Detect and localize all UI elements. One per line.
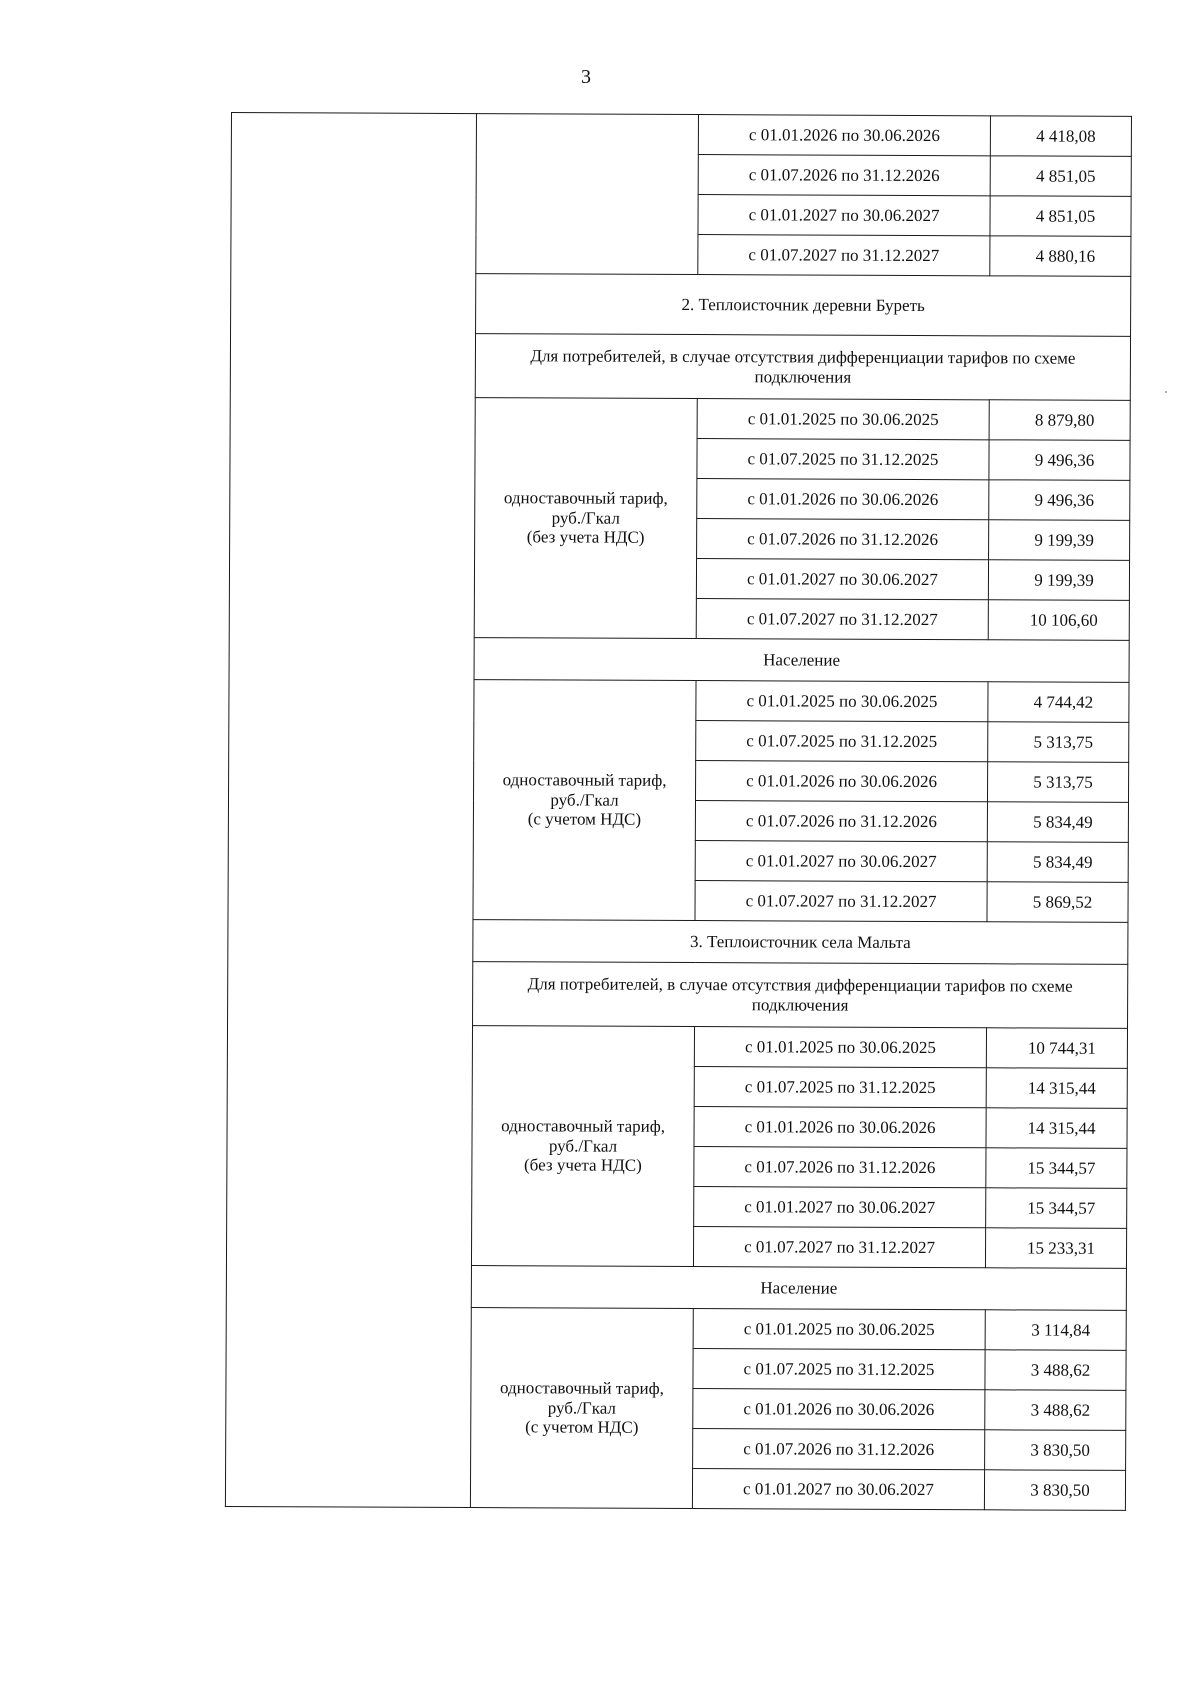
period-cell: с 01.07.2025 по 31.12.2025 bbox=[693, 1349, 985, 1390]
tariff-label: одноставочный тариф, руб./Гкал (с учетом НДС) bbox=[470, 1308, 693, 1509]
period-cell: с 01.01.2025 по 30.06.2025 bbox=[697, 399, 989, 440]
scan-speck bbox=[1165, 391, 1167, 393]
consumers-heading: Для потребителей, в случае отсутствия дифференциации тарифов по схеме подключения bbox=[475, 334, 1130, 401]
value-cell: 4 851,05 bbox=[990, 156, 1131, 197]
period-cell: с 01.07.2026 по 31.12.2026 bbox=[698, 155, 990, 196]
value-cell: 3 114,84 bbox=[985, 1310, 1126, 1351]
value-cell: 4 880,16 bbox=[990, 236, 1131, 277]
page-number: 3 bbox=[581, 66, 591, 88]
value-cell: 5 834,49 bbox=[987, 802, 1128, 843]
value-cell: 4 744,42 bbox=[988, 682, 1129, 723]
period-cell: с 01.07.2026 по 31.12.2026 bbox=[695, 801, 987, 842]
tariff-label: одноставочный тариф, руб./Гкал (с учетом НДС) bbox=[473, 680, 696, 921]
period-cell: с 01.07.2025 по 31.12.2025 bbox=[697, 439, 989, 480]
period-cell: с 01.01.2026 по 30.06.2026 bbox=[698, 115, 990, 156]
period-cell: с 01.01.2026 по 30.06.2026 bbox=[693, 1389, 985, 1430]
table-row bbox=[231, 113, 1131, 157]
tariff-label: одноставочный тариф, руб./Гкал (без учета НДС) bbox=[474, 398, 697, 639]
period-cell: с 01.01.2027 по 30.06.2027 bbox=[692, 1469, 984, 1510]
period-cell: с 01.07.2026 по 31.12.2026 bbox=[693, 1429, 985, 1470]
value-cell: 3 488,62 bbox=[985, 1350, 1126, 1391]
value-cell: 3 830,50 bbox=[984, 1470, 1125, 1511]
period-cell: с 01.01.2025 по 30.06.2025 bbox=[693, 1309, 985, 1350]
period-cell: с 01.07.2027 по 31.12.2027 bbox=[696, 599, 988, 640]
left-column-cell bbox=[225, 113, 476, 1508]
period-cell: с 01.01.2026 по 30.06.2026 bbox=[697, 479, 989, 520]
value-cell: 5 313,75 bbox=[987, 762, 1128, 803]
value-cell: 9 199,39 bbox=[989, 520, 1130, 561]
value-cell: 14 315,44 bbox=[986, 1068, 1127, 1109]
consumers-heading: Для потребителей, в случае отсутствия дифференциации тарифов по схеме подключения bbox=[473, 962, 1128, 1029]
value-cell: 9 199,39 bbox=[988, 560, 1129, 601]
value-cell: 15 344,57 bbox=[986, 1148, 1127, 1189]
value-cell: 10 744,31 bbox=[986, 1028, 1127, 1069]
value-cell: 3 488,62 bbox=[985, 1390, 1126, 1431]
value-cell: 4 418,08 bbox=[990, 116, 1131, 157]
value-cell: 10 106,60 bbox=[988, 600, 1129, 641]
period-cell: с 01.07.2025 по 31.12.2025 bbox=[696, 721, 988, 762]
period-cell: с 01.01.2027 по 30.06.2027 bbox=[696, 559, 988, 600]
value-cell: 9 496,36 bbox=[989, 480, 1130, 521]
value-cell: 5 313,75 bbox=[988, 722, 1129, 763]
tariff-table bbox=[225, 112, 1132, 1511]
period-cell: с 01.01.2027 по 30.06.2027 bbox=[694, 1187, 986, 1228]
period-cell: с 01.07.2027 по 31.12.2027 bbox=[695, 881, 987, 922]
value-cell: 5 869,52 bbox=[987, 882, 1128, 923]
tariff-label-cell bbox=[476, 114, 699, 275]
value-cell: 15 233,31 bbox=[985, 1228, 1126, 1269]
period-cell: с 01.01.2025 по 30.06.2025 bbox=[694, 1027, 986, 1068]
value-cell: 8 879,80 bbox=[989, 400, 1130, 441]
population-heading: Население bbox=[474, 638, 1129, 683]
period-cell: с 01.07.2026 по 31.12.2026 bbox=[694, 1147, 986, 1188]
period-cell: с 01.07.2026 по 31.12.2026 bbox=[697, 519, 989, 560]
period-cell: с 01.01.2026 по 30.06.2026 bbox=[696, 761, 988, 802]
section-title: 2. Теплоисточник деревни Буреть bbox=[476, 274, 1131, 337]
tariff-label: одноставочный тариф, руб./Гкал (без учета НДС) bbox=[471, 1026, 694, 1267]
period-cell: с 01.07.2027 по 31.12.2027 bbox=[698, 235, 990, 276]
section-title: 3. Теплоисточник села Мальта bbox=[473, 920, 1128, 965]
population-heading: Население bbox=[471, 1266, 1126, 1311]
value-cell: 9 496,36 bbox=[989, 440, 1130, 481]
period-cell: с 01.07.2027 по 31.12.2027 bbox=[693, 1227, 985, 1268]
value-cell: 3 830,50 bbox=[985, 1430, 1126, 1471]
value-cell: 14 315,44 bbox=[986, 1108, 1127, 1149]
period-cell: с 01.07.2025 по 31.12.2025 bbox=[694, 1067, 986, 1108]
value-cell: 4 851,05 bbox=[990, 196, 1131, 237]
value-cell: 15 344,57 bbox=[986, 1188, 1127, 1229]
value-cell: 5 834,49 bbox=[987, 842, 1128, 883]
period-cell: с 01.01.2027 по 30.06.2027 bbox=[695, 841, 987, 882]
period-cell: с 01.01.2025 по 30.06.2025 bbox=[696, 681, 988, 722]
period-cell: с 01.01.2026 по 30.06.2026 bbox=[694, 1107, 986, 1148]
period-cell: с 01.01.2027 по 30.06.2027 bbox=[698, 195, 990, 236]
